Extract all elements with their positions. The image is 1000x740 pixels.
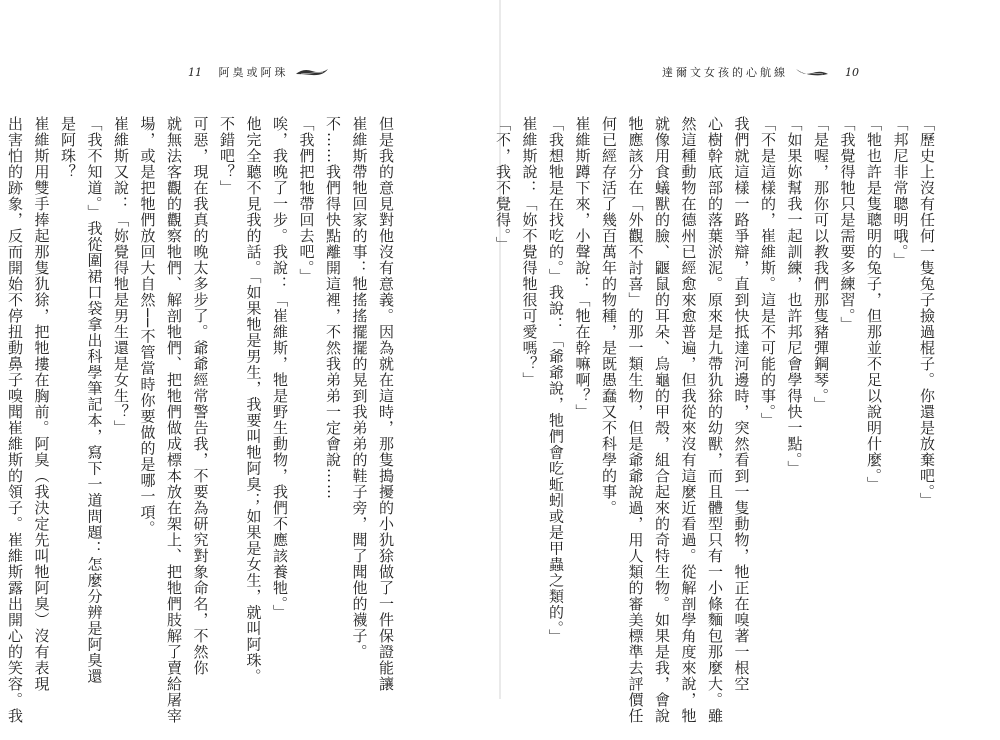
left-page-header: [188, 64, 329, 81]
right-page-number: 10: [845, 66, 859, 79]
text-column: 場，或是把牠們放回大自然──不管當時你要做的是哪一項。: [138, 116, 157, 537]
text-column: 他完全聽不見我的話。「如果牠是男生，我要叫牠阿臭；如果是女生，就叫阿珠。: [244, 116, 263, 685]
text-column: 不錯吧？」: [218, 116, 236, 196]
text-column: 「我們把牠帶回去吧。」: [297, 116, 316, 285]
text-column: 心樹幹底部的落葉淤泥。原來是九帶犰狳的幼獸，而且體型只有一小條麵包那麼大。雖: [706, 116, 724, 724]
left-page-text: [0, 116, 399, 724]
text-column: 我們就這樣一路爭辯，直到快抵達河邊時，突然看到一隻動物，牠正在嗅著一根空: [732, 116, 751, 692]
text-column: 「我覺得牠只是需要多練習。」: [838, 116, 857, 333]
left-running-title: 阿臭或阿珠: [218, 66, 289, 79]
right-running-title: 達爾文女孩的心航線: [662, 66, 788, 79]
text-column: 崔維斯蹲下來，小聲說：「牠在幹嘛啊？」: [573, 116, 592, 420]
left-page: [0, 0, 499, 724]
text-column: 「不，我不覺得。」: [494, 116, 512, 253]
text-column: 「我不知道。」我從圍裙口袋拿出科學筆記本，寫下一道問題：怎麼分辨是阿臭還: [85, 116, 104, 685]
text-column: 「邦尼非常聰明哦。」: [891, 116, 910, 269]
text-column: 崔維斯帶牠回家的事：牠搖搖擺擺的晃到我弟弟的鞋子旁，聞了聞他的襪子。: [350, 116, 369, 660]
text-column: 出害怕的跡象，反而開始不停扭動鼻子嗅聞崔維斯的領子。崔維斯露出開心的笑容。我: [6, 116, 24, 724]
text-column: 「如果妳幫我一起訓練，也許邦尼會學得快一點。」: [785, 116, 804, 477]
text-column: 就無法客觀的觀察牠們、解剖牠們、把牠們做成標本放在架上、把牠們肢解了賣給屠宰: [165, 116, 183, 724]
text-column: 「我想牠是在找吃的。」我說：「爺爺說，牠們會吃蚯蚓或是甲蟲之類的。」: [547, 116, 565, 645]
text-column: 牠應該分在「外觀不討喜」的那一類生物，但是爺爺說過，用人類的審美標準去評價任: [626, 116, 645, 724]
text-column: 崔維斯說：「妳不覺得牠很可愛嗎？」: [520, 116, 539, 388]
right-page-text: [490, 116, 941, 724]
text-column: 然這種動物在德州已經愈來愈普遍，但我從來沒有這麼近看過。從解剖學角度來說，牠: [679, 116, 698, 724]
text-column: 「歷史上沒有任何一隻兔子撿過棍子。你還是放棄吧。」: [918, 116, 936, 509]
text-column: 是阿珠？: [59, 116, 77, 180]
text-column: 不……我們得快點離開這裡，不然我弟弟一定會說……: [324, 116, 342, 500]
ship-ornament-icon: [795, 66, 829, 81]
text-column: 「不是這樣的，崔維斯。這是不可能的事。」: [759, 116, 777, 429]
text-column: 可惡，現在我真的晚太多步了。爺爺經常警告我，不要為研究對象命名，不然你: [191, 116, 210, 676]
text-column: 「是喔，那你可以教我們那隻豬彈鋼琴。」: [812, 116, 830, 413]
left-page-number: 11: [188, 66, 202, 79]
text-column: 何已經存活了幾百萬年的物種，是既愚蠢又不科學的事。: [600, 116, 618, 516]
text-column: 「牠也許是隻聰明的兔子，但那並不足以說明什麼。」: [865, 116, 883, 493]
right-page-header: [662, 64, 859, 81]
ship-ornament-icon: [295, 66, 329, 81]
text-column: 但是我的意見對他沒有意義。因為就在這時，那隻搗擾的小犰狳做了一件保證能讓: [377, 116, 395, 692]
text-column: 唉，我晚了一步。我說：「崔維斯，牠是野生動物，我們不應該養牠。」: [271, 116, 289, 621]
text-column: 崔維斯又說：「妳覺得牠是男生還是女生？」: [112, 116, 130, 436]
text-column: 就像用食蟻獸的臉、鼴鼠的耳朵、烏龜的甲殼，組合起來的奇特生物。如果是我，會說: [653, 116, 671, 724]
right-page: [494, 0, 1000, 724]
text-column: 崔維斯用雙手捧起那隻犰狳，把牠摟在胸前。阿臭（我決定先叫牠阿臭）沒有表現: [32, 116, 51, 692]
text-column: [0, 116, 2, 636]
